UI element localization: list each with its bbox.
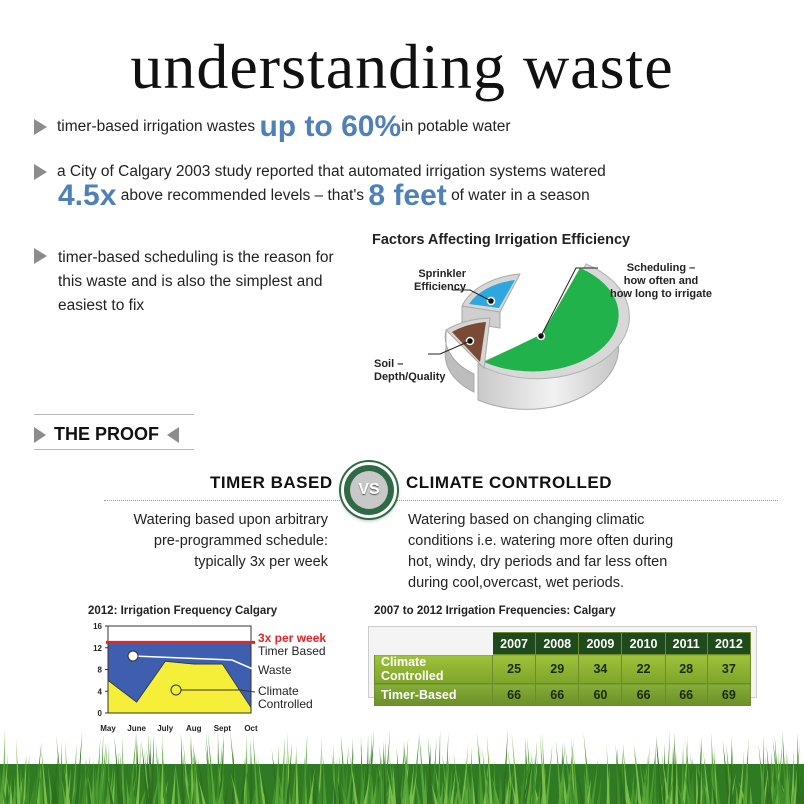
bullet-2-big2: 8 feet [368, 179, 447, 213]
table-cell: 29 [536, 655, 579, 684]
x-tick-label: May [100, 724, 116, 733]
timer-desc-line: Watering based upon arbitrary [133, 512, 328, 528]
pie-chart-title: Factors Affecting Irrigation Efficiency [372, 232, 631, 248]
table-cell: 28 [665, 655, 707, 684]
table-cell: 22 [622, 655, 665, 684]
table-header-cell: 2012 [707, 633, 750, 655]
bullet-1-big: up to 60% [259, 110, 402, 143]
bullet-2-mid: above recommended levels – that's [120, 187, 365, 205]
climate-desc-line: during cool,overcast, wet periods. [408, 575, 624, 591]
table-header-cell [375, 633, 493, 655]
table-cell: 66 [493, 684, 536, 706]
table-cell: 69 [707, 684, 750, 706]
pie-label-scheduling-3: how long to irrigate [609, 288, 713, 300]
table-row-label: Climate Controlled [375, 655, 493, 684]
table-header-cell: 2009 [579, 633, 622, 655]
vs-text: VS [350, 471, 388, 509]
table-cell: 66 [665, 684, 707, 706]
pie-label-soil-1: Soil – [374, 358, 404, 370]
x-tick-label: June [127, 724, 146, 733]
pie-label-soil-2: Depth/Quality [374, 371, 446, 383]
bullet-1-post: in potable water [401, 118, 511, 135]
waste-marker [128, 651, 138, 661]
y-tick-label: 12 [93, 643, 102, 653]
table-cell: 60 [579, 684, 622, 706]
timer-desc-line: pre-programmed schedule: [153, 533, 328, 549]
timer-based-heading: TIMER BASED [210, 473, 333, 492]
table-cell: 66 [622, 684, 665, 706]
pie-label-sprinkler-1: Sprinkler [418, 268, 466, 280]
climate-desc-line: Watering based on changing climatic [408, 512, 645, 528]
table-cell: 66 [536, 684, 579, 706]
pie-label-scheduling-1: Scheduling – [626, 262, 696, 274]
y-tick-label: 4 [97, 687, 102, 697]
frequency-table [374, 632, 751, 706]
pie-label-scheduling-2: how often and [623, 275, 699, 287]
pie-label-sprinkler-2: Efficiency [414, 281, 466, 293]
bullet-2-post: of water in a season [451, 187, 590, 205]
table-row [375, 684, 751, 706]
x-tick-label: Aug [186, 724, 202, 733]
climate-label-1: Climate [258, 684, 299, 698]
y-tick-label: 16 [93, 622, 102, 631]
y-tick-label: 8 [97, 665, 102, 675]
climate-desc-line: hot, windy, dry periods and far less often [408, 554, 668, 570]
table-header-cell: 2007 [493, 633, 536, 655]
timer-label-1: 3x per week [258, 631, 327, 645]
bullet-2-line1: a City of Calgary 2003 study reported that automated irrigation systems watered [57, 163, 606, 180]
bullet-2-big1: 4.5x [58, 179, 117, 213]
grass-decoration [0, 724, 804, 804]
area-chart-title: 2012: Irrigation Frequency Calgary [88, 605, 278, 617]
timer-label-2: Timer Based [258, 644, 326, 658]
x-tick-label: Oct [244, 724, 258, 733]
table-header-cell: 2011 [665, 633, 707, 655]
bullet-1-pre: timer-based irrigation wastes [57, 118, 256, 135]
climate-label-2: Controlled [258, 697, 313, 711]
proof-text: THE PROOF [54, 424, 160, 444]
table-title: 2007 to 2012 Irrigation Frequencies: Calgary [374, 605, 616, 617]
waste-label: Waste [258, 663, 292, 677]
table-header-cell: 2008 [536, 633, 579, 655]
table-cell: 34 [579, 655, 622, 684]
y-tick-label: 0 [97, 709, 102, 718]
table-header-cell: 2010 [622, 633, 665, 655]
bullet-3-text: timer-based scheduling is the reason for this waste and is also the simplest and easiest to fix [58, 249, 334, 314]
table-cell: 25 [493, 655, 536, 684]
page-title: understanding waste [130, 31, 674, 102]
climate-desc-line: conditions i.e. watering more often during [408, 533, 674, 549]
timer-desc-line: typically 3x per week [194, 554, 328, 570]
x-tick-label: July [157, 724, 174, 733]
climate-controlled-heading: CLIMATE CONTROLLED [406, 473, 613, 492]
climate-marker [171, 685, 181, 695]
table-header-row [375, 633, 751, 655]
table-row-label: Timer-Based [375, 684, 493, 706]
table-row [375, 655, 751, 684]
table-cell: 37 [707, 655, 750, 684]
x-tick-label: Sept [213, 724, 232, 733]
